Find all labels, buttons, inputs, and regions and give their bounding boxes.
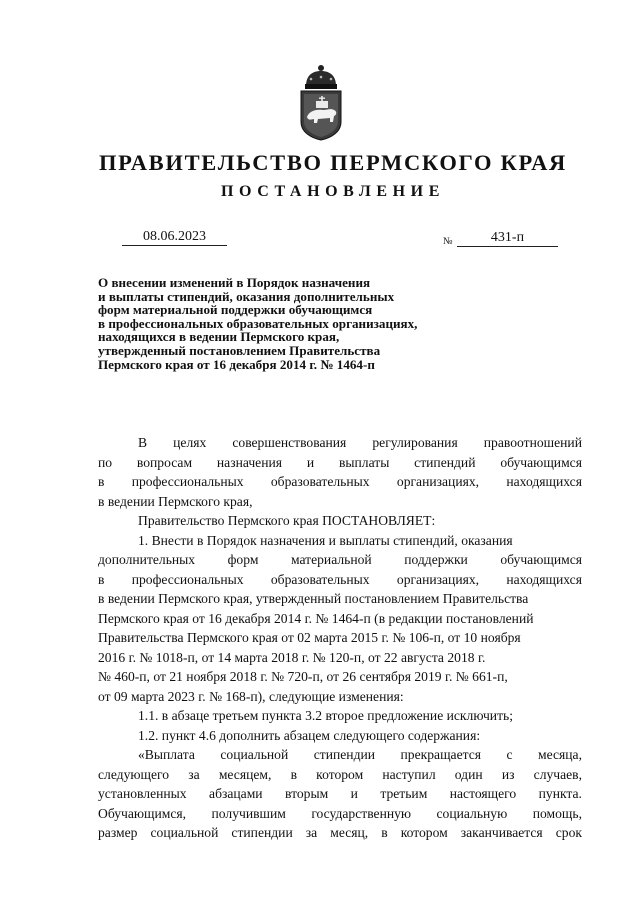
word: из bbox=[501, 766, 515, 782]
body-line bbox=[98, 433, 582, 453]
word: котором bbox=[400, 825, 448, 840]
word: дополнительных bbox=[98, 552, 196, 567]
word: получившим bbox=[211, 805, 286, 821]
word: прекращается bbox=[400, 747, 481, 762]
number-label: № bbox=[443, 236, 453, 247]
word: вопросам bbox=[136, 454, 193, 470]
body-line: № 460-п, от 21 ноября 2018 г. № 720-п, от 26 сентября 2019 г. № 661-п, bbox=[98, 669, 508, 684]
document-type: ПОСТАНОВЛЕНИЕ bbox=[221, 183, 445, 200]
word: стипендий bbox=[414, 454, 476, 470]
word: совершенствования bbox=[232, 435, 347, 450]
word: стипендии bbox=[231, 825, 293, 840]
word: государственную bbox=[311, 805, 412, 821]
word: регулирования bbox=[372, 435, 458, 450]
word: наступил bbox=[382, 766, 436, 782]
subject-line: Пермского края от 16 декабря 2014 г. № 1464-п bbox=[98, 356, 375, 372]
word: помощь, bbox=[532, 805, 582, 821]
word: абзацами bbox=[209, 786, 263, 801]
body-line: Правительства Пермского края от 02 марта 2015 г. № 106-п, от 10 ноября bbox=[98, 630, 521, 645]
word: и bbox=[350, 786, 358, 801]
word: находящихся bbox=[506, 474, 582, 489]
body-line: 2016 г. № 1018-п, от 14 марта 2018 г. № 120-п, от 22 августа 2018 г. bbox=[98, 649, 486, 665]
body-line: Пермского края от 16 декабря 2014 г. № 1464-п (в редакции постановлений bbox=[98, 610, 534, 626]
word: стипендии bbox=[313, 747, 376, 762]
word: в bbox=[98, 474, 105, 489]
word: социальной bbox=[150, 825, 219, 840]
government-title: ПРАВИТЕЛЬСТВО ПЕРМСКОГО КРАЯ bbox=[98, 150, 568, 175]
word: установленных bbox=[98, 786, 187, 801]
document-number: 431-п bbox=[457, 229, 558, 247]
word: размер bbox=[98, 825, 138, 840]
word: профессиональных bbox=[131, 474, 244, 489]
word: месяцем, bbox=[218, 766, 272, 782]
word: заканчивается bbox=[460, 825, 543, 840]
word: форм bbox=[227, 552, 259, 567]
word: обучающимся bbox=[500, 552, 582, 567]
word: целях bbox=[173, 435, 207, 450]
word: случаев, bbox=[533, 766, 582, 782]
document-date: 08.06.2023 bbox=[122, 228, 227, 246]
word: Обучающимся, bbox=[98, 805, 187, 821]
word: пункта. bbox=[538, 786, 582, 801]
subject-line: О внесении изменений в Порядок назначения bbox=[98, 275, 371, 290]
word: срок bbox=[555, 825, 582, 840]
word: и bbox=[306, 454, 315, 470]
word: правоотношений bbox=[483, 435, 582, 450]
subject-line: находящихся в ведении Пермского края, bbox=[98, 329, 340, 345]
word: по bbox=[98, 454, 113, 470]
word: месяц, bbox=[330, 825, 369, 840]
document-subject bbox=[98, 276, 417, 371]
word: с bbox=[506, 747, 513, 762]
word: третьим bbox=[380, 786, 428, 801]
body-line bbox=[98, 823, 582, 843]
body-line bbox=[98, 453, 582, 473]
body-line: в ведении Пермского края, bbox=[98, 493, 253, 509]
body-line: 1. Внести в Порядок назначения и выплаты стипендий, оказания bbox=[138, 532, 513, 548]
subject-line: и выплаты стипендий, оказания дополнительных bbox=[98, 288, 395, 304]
word: за bbox=[188, 766, 200, 782]
word: месяца, bbox=[538, 747, 582, 762]
body-line: в ведении Пермского края, утвержденный постановлением Правительства bbox=[98, 591, 529, 606]
word: в bbox=[381, 825, 388, 840]
body-line bbox=[98, 804, 582, 824]
word: организациях, bbox=[396, 571, 480, 587]
body-line: от 09 марта 2023 г. № 168-п), следующие изменения: bbox=[98, 688, 404, 704]
word: социальной bbox=[220, 747, 289, 762]
word: выплаты bbox=[338, 454, 390, 470]
word: образовательных bbox=[270, 474, 370, 489]
coat-of-arms-icon bbox=[296, 60, 346, 142]
body-line bbox=[98, 550, 582, 570]
word: настоящего bbox=[449, 786, 517, 801]
body-line bbox=[98, 765, 582, 785]
word: котором bbox=[316, 766, 364, 782]
word: обучающимся bbox=[500, 454, 582, 470]
word: профессиональных bbox=[131, 571, 244, 587]
word: образовательных bbox=[270, 571, 370, 587]
body-line bbox=[98, 472, 582, 492]
body-line: 1.1. в абзаце третьем пункта 3.2 второе предложение исключить; bbox=[138, 708, 513, 723]
word: организациях, bbox=[396, 474, 480, 489]
body-line bbox=[98, 745, 582, 765]
body-line bbox=[98, 784, 582, 804]
resolution-statement: Правительство Пермского края ПОСТАНОВЛЯЕТ: bbox=[138, 513, 436, 528]
word: за bbox=[305, 825, 318, 840]
word: поддержки bbox=[404, 552, 468, 567]
subject-line: форм материальной поддержки обучающимся bbox=[98, 302, 373, 318]
subject-line: в профессиональных образовательных организациях, bbox=[98, 315, 418, 331]
body-line bbox=[98, 570, 582, 590]
word: «Выплата bbox=[138, 747, 195, 762]
body-line: 1.2. пункт 4.6 дополнить абзацем следующего содержания: bbox=[138, 727, 481, 743]
word: находящихся bbox=[506, 571, 582, 587]
word: следующего bbox=[98, 766, 170, 782]
word: назначения bbox=[216, 454, 283, 470]
word: вторым bbox=[285, 786, 329, 801]
word: в bbox=[98, 571, 105, 587]
document-body bbox=[98, 433, 582, 843]
word: один bbox=[454, 766, 483, 782]
word: В bbox=[138, 435, 148, 450]
word: в bbox=[290, 766, 297, 782]
word: социальную bbox=[436, 805, 508, 821]
subject-line: утвержденный постановлением Правительства bbox=[98, 342, 381, 358]
word: материальной bbox=[290, 552, 372, 567]
